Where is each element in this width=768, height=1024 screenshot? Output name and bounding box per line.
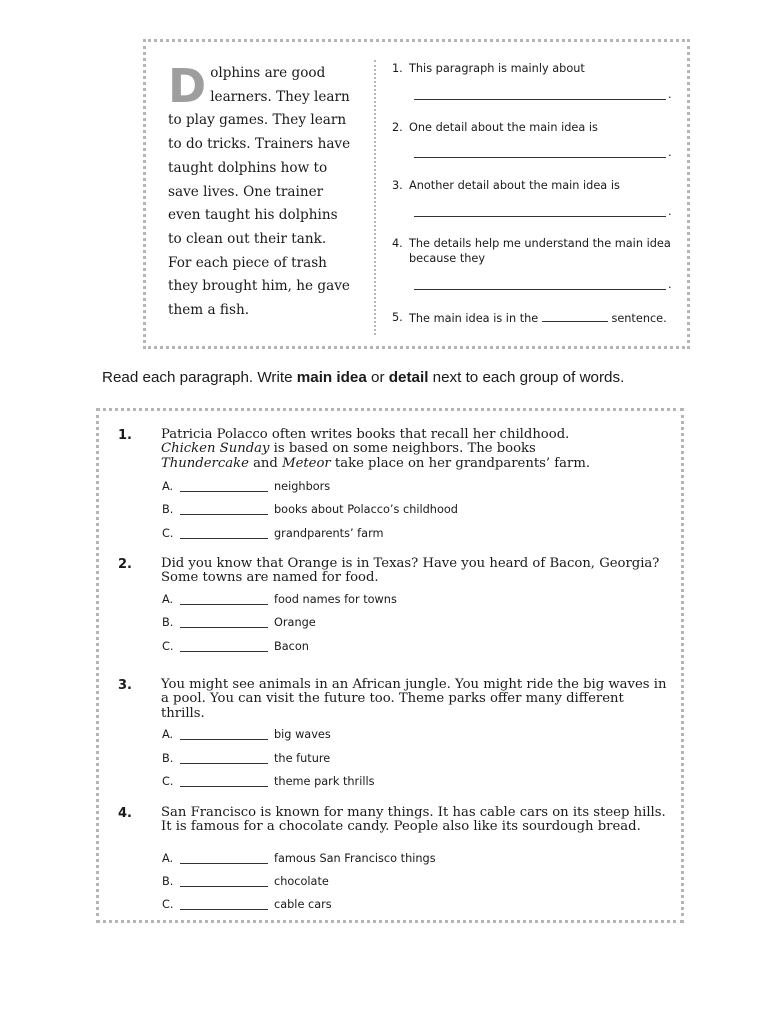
question-text: The details help me understand the main idea because they bbox=[409, 237, 671, 265]
answer-blank[interactable] bbox=[180, 763, 268, 764]
answer-blank[interactable] bbox=[180, 786, 268, 787]
option-text: grandparents’ farm bbox=[274, 527, 384, 540]
exercise-box bbox=[96, 408, 684, 923]
option-text: big waves bbox=[274, 728, 331, 741]
item-paragraph: You might see animals in an African jungle. You might ride the big waves in a pool. You can visit the future too. Theme parks offer many different thrills. bbox=[161, 677, 667, 721]
question-number: 3. bbox=[392, 179, 403, 192]
question-text bbox=[392, 310, 682, 326]
passage-line: save lives. One trainer bbox=[168, 183, 324, 200]
para-text: and bbox=[248, 455, 283, 471]
option-letter: A. bbox=[162, 593, 174, 606]
para-title-italic: Thundercake bbox=[161, 455, 249, 471]
answer-line-1[interactable] bbox=[414, 99, 666, 100]
passage-line: taught dolphins how to bbox=[168, 159, 328, 176]
period: . bbox=[668, 88, 672, 101]
option-letter: A. bbox=[162, 852, 174, 865]
instructions-bold-main-idea: main idea bbox=[296, 369, 367, 386]
option-text: Orange bbox=[274, 616, 316, 629]
option-text: theme park thrills bbox=[274, 775, 375, 788]
column-divider bbox=[374, 60, 376, 335]
question-text-after: sentence. bbox=[611, 312, 667, 325]
option-a bbox=[162, 852, 562, 868]
option-text: neighbors bbox=[274, 480, 331, 493]
question-4 bbox=[392, 236, 682, 266]
para-text: take place on her grandparents’ farm. bbox=[330, 455, 591, 471]
passage-line: to clean out their tank. bbox=[168, 230, 327, 247]
option-a bbox=[162, 728, 562, 744]
option-text: chocolate bbox=[274, 875, 329, 888]
passage-line: olphins are good bbox=[210, 65, 326, 81]
answer-blank[interactable] bbox=[180, 886, 268, 887]
option-text: cable cars bbox=[274, 898, 332, 911]
option-text: the future bbox=[274, 752, 331, 765]
question-text: One detail about the main idea is bbox=[409, 121, 598, 134]
answer-line-3[interactable] bbox=[414, 216, 666, 217]
answer-line-4[interactable] bbox=[414, 289, 666, 290]
passage-line: even taught his dolphins bbox=[168, 207, 338, 224]
answer-blank[interactable] bbox=[180, 491, 268, 492]
question-number: 5. bbox=[392, 311, 403, 324]
para-title-italic: Meteor bbox=[282, 455, 331, 471]
option-letter: B. bbox=[162, 752, 174, 765]
option-c bbox=[162, 640, 562, 656]
option-letter: C. bbox=[162, 775, 174, 788]
option-b bbox=[162, 503, 562, 519]
option-text: famous San Francisco things bbox=[274, 852, 436, 865]
option-letter: C. bbox=[162, 527, 174, 540]
option-letter: B. bbox=[162, 875, 174, 888]
period: . bbox=[668, 205, 672, 218]
option-a bbox=[162, 480, 562, 496]
question-3 bbox=[392, 178, 682, 193]
answer-blank[interactable] bbox=[180, 627, 268, 628]
passage-line: they brought him, he gave bbox=[168, 278, 350, 295]
instructions-text: or bbox=[366, 369, 389, 386]
answer-blank[interactable] bbox=[180, 604, 268, 605]
passage-line: to play games. They learn bbox=[168, 112, 347, 129]
answer-blank[interactable] bbox=[180, 651, 268, 652]
passage-line: For each piece of trash bbox=[168, 254, 327, 271]
item-number: 3. bbox=[118, 678, 132, 693]
item-paragraph bbox=[161, 428, 671, 471]
option-letter: A. bbox=[162, 728, 174, 741]
reading-passage-box bbox=[143, 39, 690, 349]
period: . bbox=[668, 278, 672, 291]
question-2 bbox=[392, 120, 682, 135]
question-number: 4. bbox=[392, 237, 403, 250]
item-number: 4. bbox=[118, 806, 132, 821]
option-a bbox=[162, 593, 562, 609]
option-text: Bacon bbox=[274, 640, 309, 653]
option-c bbox=[162, 775, 562, 791]
item-number: 2. bbox=[118, 557, 132, 572]
sentence-blank[interactable] bbox=[542, 310, 608, 322]
option-b bbox=[162, 875, 562, 891]
answer-blank[interactable] bbox=[180, 514, 268, 515]
instructions-text: next to each group of words. bbox=[428, 369, 625, 386]
option-c bbox=[162, 898, 562, 914]
answer-blank[interactable] bbox=[180, 909, 268, 910]
para-text: Patricia Polacco often writes books that recall her childhood. bbox=[161, 427, 570, 442]
instructions-text: Read each paragraph. Write bbox=[102, 369, 297, 386]
item-number: 1. bbox=[118, 428, 132, 443]
question-text: Another detail about the main idea is bbox=[409, 179, 620, 192]
question-number: 2. bbox=[392, 121, 403, 134]
question-text-before: The main idea is in the bbox=[409, 312, 539, 325]
instructions bbox=[102, 369, 702, 386]
passage-line: learners. They learn bbox=[210, 88, 350, 105]
answer-blank[interactable] bbox=[180, 538, 268, 539]
dolphin-passage bbox=[168, 59, 368, 323]
option-letter: B. bbox=[162, 616, 174, 629]
drop-cap: D bbox=[168, 59, 207, 113]
answer-blank[interactable] bbox=[180, 739, 268, 740]
item-paragraph: San Francisco is known for many things. It has cable cars on its steep hills. It is famous for a chocolate candy. People also like its sourdough bread. bbox=[161, 805, 666, 835]
question-number: 1. bbox=[392, 62, 403, 75]
option-b bbox=[162, 752, 562, 768]
option-letter: B. bbox=[162, 503, 174, 516]
instructions-bold-detail: detail bbox=[388, 369, 429, 386]
item-paragraph: Did you know that Orange is in Texas? Have you heard of Bacon, Georgia? Some towns are named for food. bbox=[161, 556, 660, 586]
period: . bbox=[668, 146, 672, 159]
para-title-italic: Chicken Sunday bbox=[161, 441, 270, 457]
passage-line: to do tricks. Trainers have bbox=[168, 136, 351, 153]
question-1 bbox=[392, 61, 682, 76]
option-letter: C. bbox=[162, 640, 174, 653]
option-c bbox=[162, 527, 562, 543]
answer-blank[interactable] bbox=[180, 863, 268, 864]
option-b bbox=[162, 616, 562, 632]
question-text: This paragraph is mainly about bbox=[409, 62, 585, 75]
option-text: books about Polacco’s childhood bbox=[274, 503, 458, 516]
option-letter: C. bbox=[162, 898, 174, 911]
question-5 bbox=[392, 310, 682, 326]
option-letter: A. bbox=[162, 480, 174, 493]
para-text: is based on some neighbors. The books bbox=[269, 441, 536, 457]
passage-line: them a fish. bbox=[168, 302, 250, 319]
option-text: food names for towns bbox=[274, 593, 397, 606]
answer-line-2[interactable] bbox=[414, 157, 666, 158]
